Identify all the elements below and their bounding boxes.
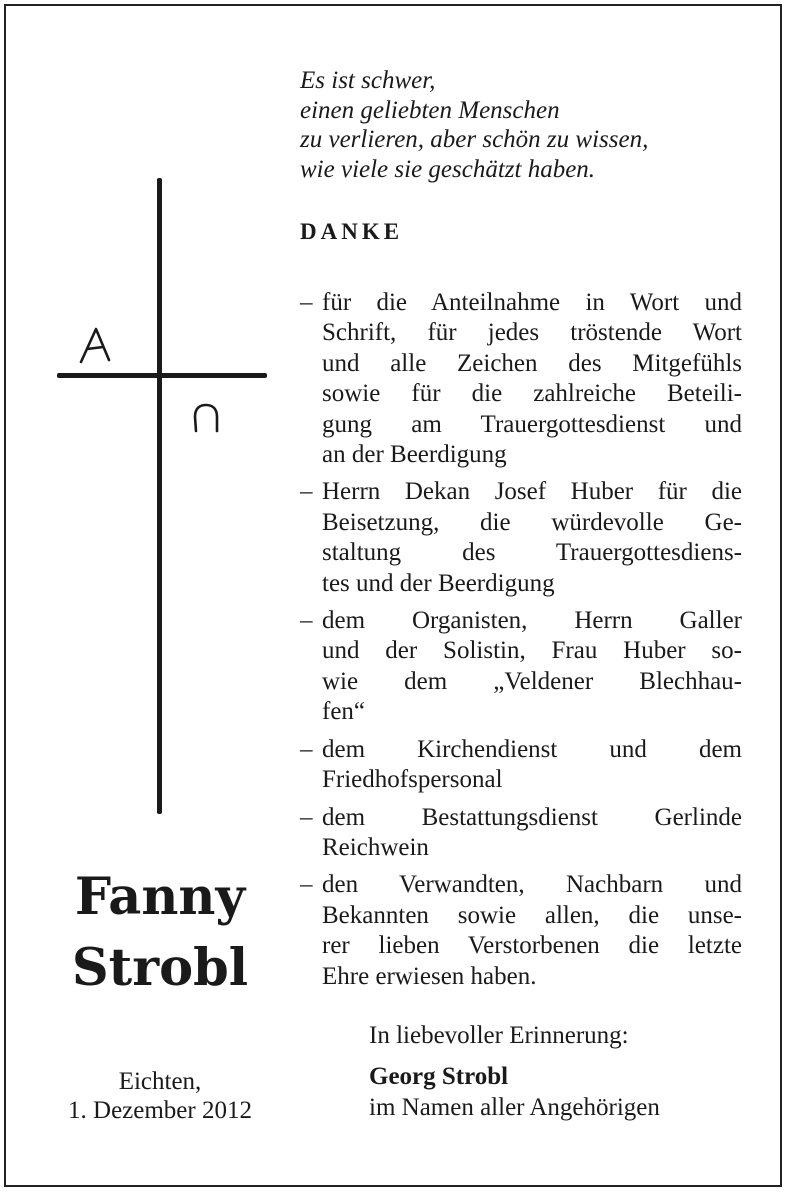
thanks-item-line: Reichwein	[322, 833, 429, 861]
thanks-item-line: den Verwandten, Nachbarn und	[322, 871, 742, 899]
thanks-item-line: wie dem „Veldener Blechhau-	[322, 667, 742, 695]
thanks-item-line: dem Bestattungsdienst Gerlinde	[322, 803, 742, 831]
thanks-item-line: rer lieben Verstorbenen die letzte	[322, 932, 742, 960]
thanks-item	[300, 606, 742, 728]
thanks-heading: DANKE	[300, 219, 404, 244]
thanks-item-line: und der Solistin, Frau Huber so-	[322, 637, 742, 665]
item-dash: –	[300, 871, 313, 899]
thanks-item-line: an der Beerdigung	[322, 441, 507, 469]
alpha-icon	[78, 326, 112, 364]
cross-horizontal-bar	[57, 373, 267, 378]
cross-vertical-bar	[157, 178, 162, 814]
thanks-item	[300, 735, 742, 796]
poem-line: einen geliebten Menschen	[300, 96, 560, 124]
poem	[300, 66, 760, 184]
thanks-item-line: und alle Zeichen des Mitgefühls	[322, 349, 742, 377]
thanks-item-line: staltung des Trauergottesdiens-	[322, 539, 742, 567]
poem-line: Es ist schwer,	[300, 67, 436, 94]
thanks-item-line: gung am Trauergottesdienst und	[322, 410, 742, 438]
thanks-item-line: fen“	[322, 698, 366, 726]
thanks-item-line: für die Anteilnahme in Wort und	[322, 289, 742, 316]
thanks-item	[300, 870, 742, 992]
closing-name: Georg Strobl	[369, 1063, 509, 1090]
thanks-item	[300, 477, 742, 599]
item-dash: –	[300, 289, 313, 316]
item-dash: –	[300, 735, 313, 763]
thanks-item-line: Friedhofspersonal	[322, 766, 503, 794]
poem-line: zu verlieren, aber schön zu wissen,	[300, 126, 649, 153]
item-dash: –	[300, 607, 313, 635]
thanks-item-line: tes und der Beerdigung	[322, 569, 555, 597]
closing-sub: im Namen aller Angehörigen	[369, 1094, 660, 1121]
place-city: Eichten,	[118, 1068, 202, 1095]
thanks-item-line: Herrn Dekan Josef Huber für die	[322, 478, 742, 506]
thanks-item-line: dem Kirchendienst und dem	[322, 735, 742, 763]
thanks-item-line: Schrift, für jedes tröstende Wort	[322, 319, 742, 347]
poem-line: wie viele sie geschätzt haben.	[300, 155, 596, 183]
item-dash: –	[300, 478, 313, 506]
thanks-item-line: Bekannten sowie allen, die unse-	[322, 901, 742, 929]
item-dash: –	[300, 803, 313, 831]
thanks-item-line: Ehre erwiesen haben.	[322, 962, 537, 990]
omega-icon	[190, 403, 222, 433]
thanks-item-line: Beisetzung, die würdevolle Ge-	[322, 508, 742, 536]
deceased-first-name: Fanny	[74, 867, 246, 927]
place-date: 1. Dezember 2012	[68, 1097, 252, 1124]
thanks-item-line: dem Organisten, Herrn Galler	[322, 607, 742, 635]
deceased-last-name: Strobl	[71, 938, 249, 998]
thanks-item	[300, 803, 742, 864]
closing-intro: In liebevoller Erinnerung:	[369, 1022, 629, 1049]
thanks-list	[300, 288, 742, 999]
thanks-item-line: sowie für die zahlreiche Beteili-	[322, 380, 742, 408]
thanks-item	[300, 288, 742, 470]
